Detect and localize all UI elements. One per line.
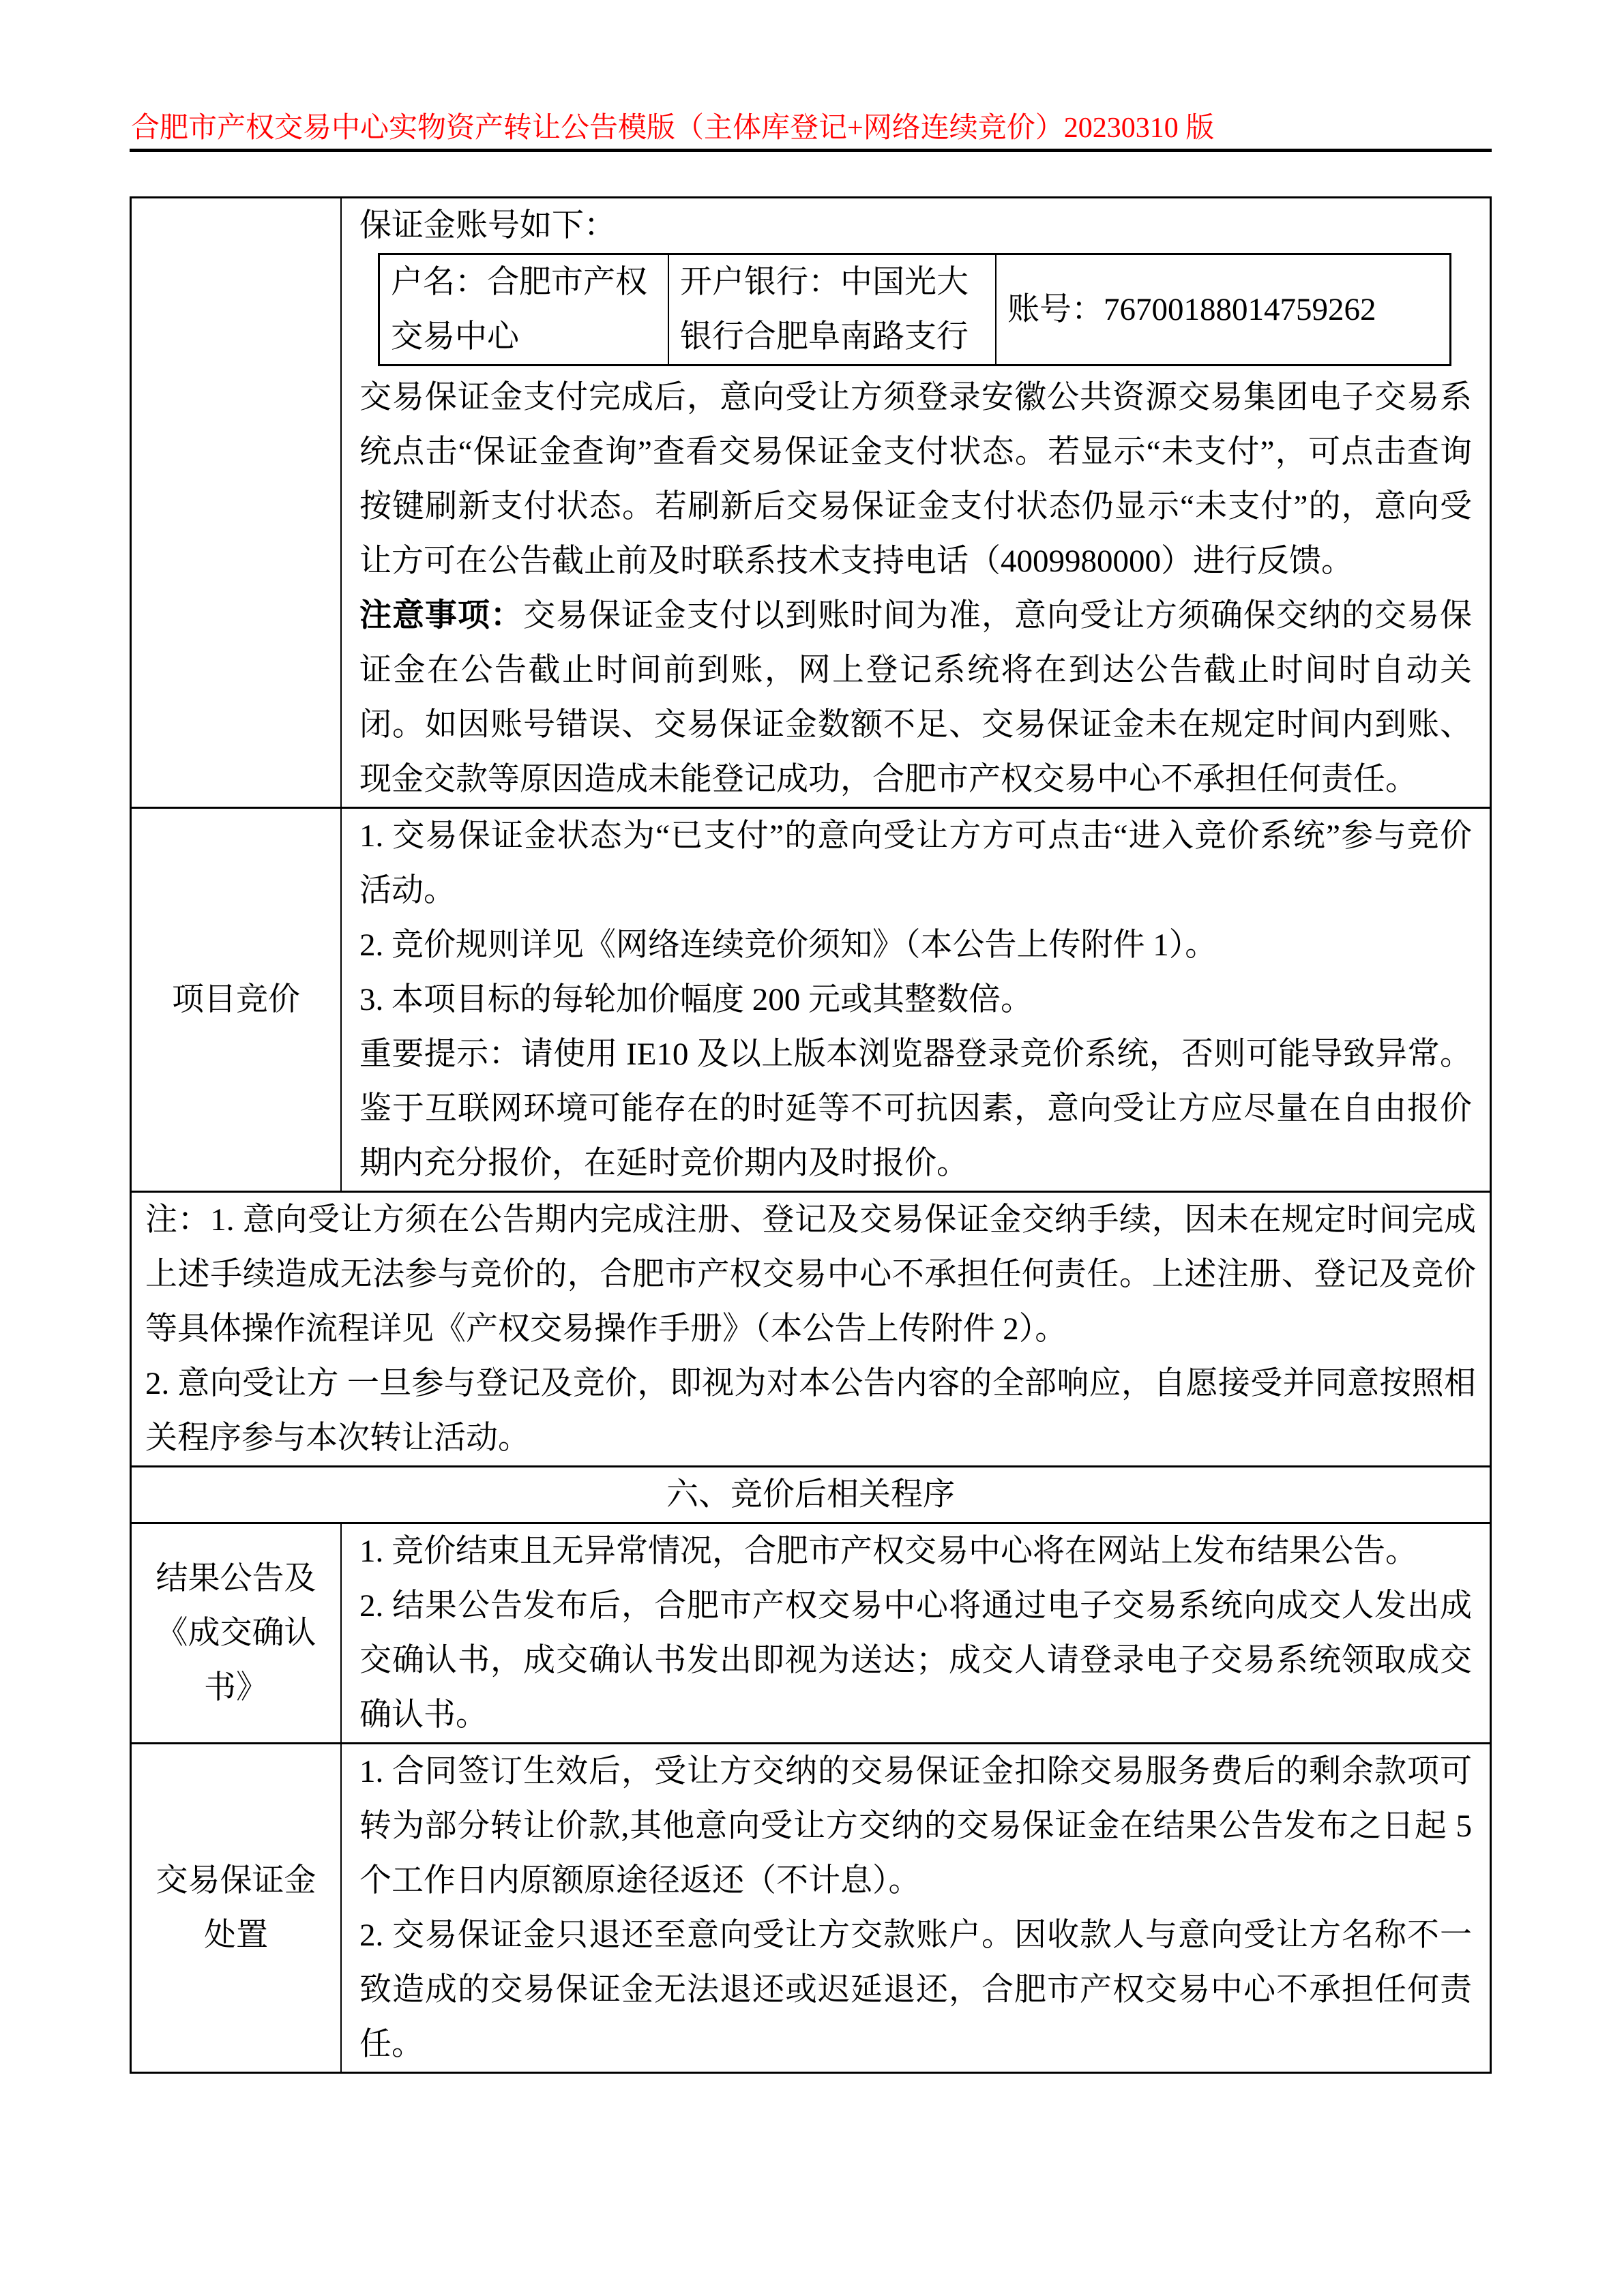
table-row-notes — [132, 1191, 1490, 1465]
table-row-project-bidding — [132, 807, 1490, 1191]
bidding-item-1: 1. 交易保证金状态为“已支付”的意向受让方方可点击“进入竞价系统”参与竞价活动。 — [359, 818, 1472, 908]
result-row-label: 结果公告及《成交确认书》 — [132, 1524, 342, 1742]
disposal-item-1: 1. 合同签订生效后，受让方交纳的交易保证金扣除交易服务费后的剩余款项可转为部分转让价款,其他意向受让方交纳的交易保证金在结果公告发布之日起 5 个工作日内原额原途径返还（不计息）。 — [359, 1754, 1472, 1898]
account-number-cell — [996, 255, 1449, 364]
account-bank-text: 开户银行：中国光大银行合肥阜南路支行 — [680, 265, 969, 355]
section-title-post-bidding-procedures: 六、竞价后相关程序 — [666, 1477, 955, 1512]
account-name-cell — [380, 255, 669, 364]
header-underline — [130, 149, 1492, 152]
notes-paragraph-2: 2. 意向受让方 一旦参与登记及竞价，即视为对本公告内容的全部响应，自愿接受并同意按照相关程序参与本次转让活动。 — [145, 1366, 1476, 1456]
disposal-row-content — [342, 1744, 1490, 2072]
disposal-row-label: 交易保证金处置 — [132, 1744, 342, 2072]
announcement-table — [130, 196, 1492, 2074]
disposal-item-2: 2. 交易保证金只退还至意向受让方交款账户。因收款人与意向受让方名称不一致造成的交易保证金无法退还或迟延退还，合肥市产权交易中心不承担任何责任。 — [359, 1918, 1472, 2062]
deposit-row-label-empty — [132, 198, 342, 807]
table-row-deposit-disposal — [132, 1742, 1490, 2072]
notice-text: 交易保证金支付以到账时间为准，意向受让方须确保交纳的交易保证金在公告截止时间前到账，网上登记系统将在到达公告截止时间时自动关闭。如因账号错误、交易保证金数额不足、交易保证金未在规定时间内到账、现金交款等原因造成未能登记成功，合肥市产权交易中心不承担任何责任。 — [359, 598, 1472, 797]
bidding-item-3: 3. 本项目标的每轮加价幅度 200 元或其整数倍。 — [359, 982, 1033, 1017]
table-row-section-header — [132, 1465, 1490, 1522]
table-row-deposit-payment — [132, 198, 1490, 807]
result-item-1: 1. 竞价结束且无异常情况，合肥市产权交易中心将在网站上发布结果公告。 — [359, 1534, 1417, 1569]
page-header-title: 合肥市产权交易中心实物资产转让公告模版（主体库登记+网络连续竞价）20230310 版 — [131, 113, 1215, 144]
result-row-content — [342, 1524, 1490, 1742]
bidding-important-note: 重要提示：请使用 IE10 及以上版本浏览器登录竞价系统，否则可能导致异常。鉴于互联网环境可能存在的时延等不可抗因素，意向受让方应尽量在自由报价期内充分报价，在延时竞价期内及时报价。 — [359, 1037, 1472, 1181]
account-number-text: 账号：76700188014759262 — [1007, 292, 1376, 327]
bidding-item-2: 2. 竞价规则详见《网络连续竞价须知》（本公告上传附件 1）。 — [359, 927, 1217, 963]
table-row-result-announcement — [132, 1522, 1490, 1742]
bidding-row-content — [342, 809, 1490, 1191]
deposit-paragraph-payment-status: 交易保证金支付完成后，意向受让方须登录安徽公共资源交易集团电子交易系统点击“保证金查询”查看交易保证金支付状态。若显示“未支付”，可点击查询按键刷新支付状态。若刷新后交易保证金支付状态仍显示“未支付”的，意向受让方可在公告截止前及时联系技术支持电话（4009980000）进行反馈。 — [359, 380, 1472, 579]
deposit-intro-line: 保证金账号如下： — [359, 208, 616, 243]
result-item-2: 2. 结果公告发布后，合肥市产权交易中心将通过电子交易系统向成交人发出成交确认书，成交确认书发出即视为送达；成交人请登录电子交易系统领取成交确认书。 — [359, 1588, 1472, 1733]
account-name-text: 户名：合肥市产权交易中心 — [391, 265, 647, 355]
deposit-paragraph-notice — [359, 588, 1472, 807]
deposit-account-table — [378, 253, 1451, 366]
deposit-row-content — [342, 198, 1490, 807]
account-bank-cell — [669, 255, 996, 364]
notes-paragraph-1: 注：1. 意向受让方须在公告期内完成注册、登记及交易保证金交纳手续，因未在规定时间完成上述手续造成无法参与竞价的，合肥市产权交易中心不承担任何责任。上述注册、登记及竞价等具体操作流程详见《产权交易操作手册》（本公告上传附件 2）。 — [145, 1202, 1476, 1347]
bidding-row-label: 项目竞价 — [132, 809, 342, 1191]
notice-label: 注意事项： — [359, 598, 523, 633]
notes-row-content — [132, 1193, 1490, 1465]
